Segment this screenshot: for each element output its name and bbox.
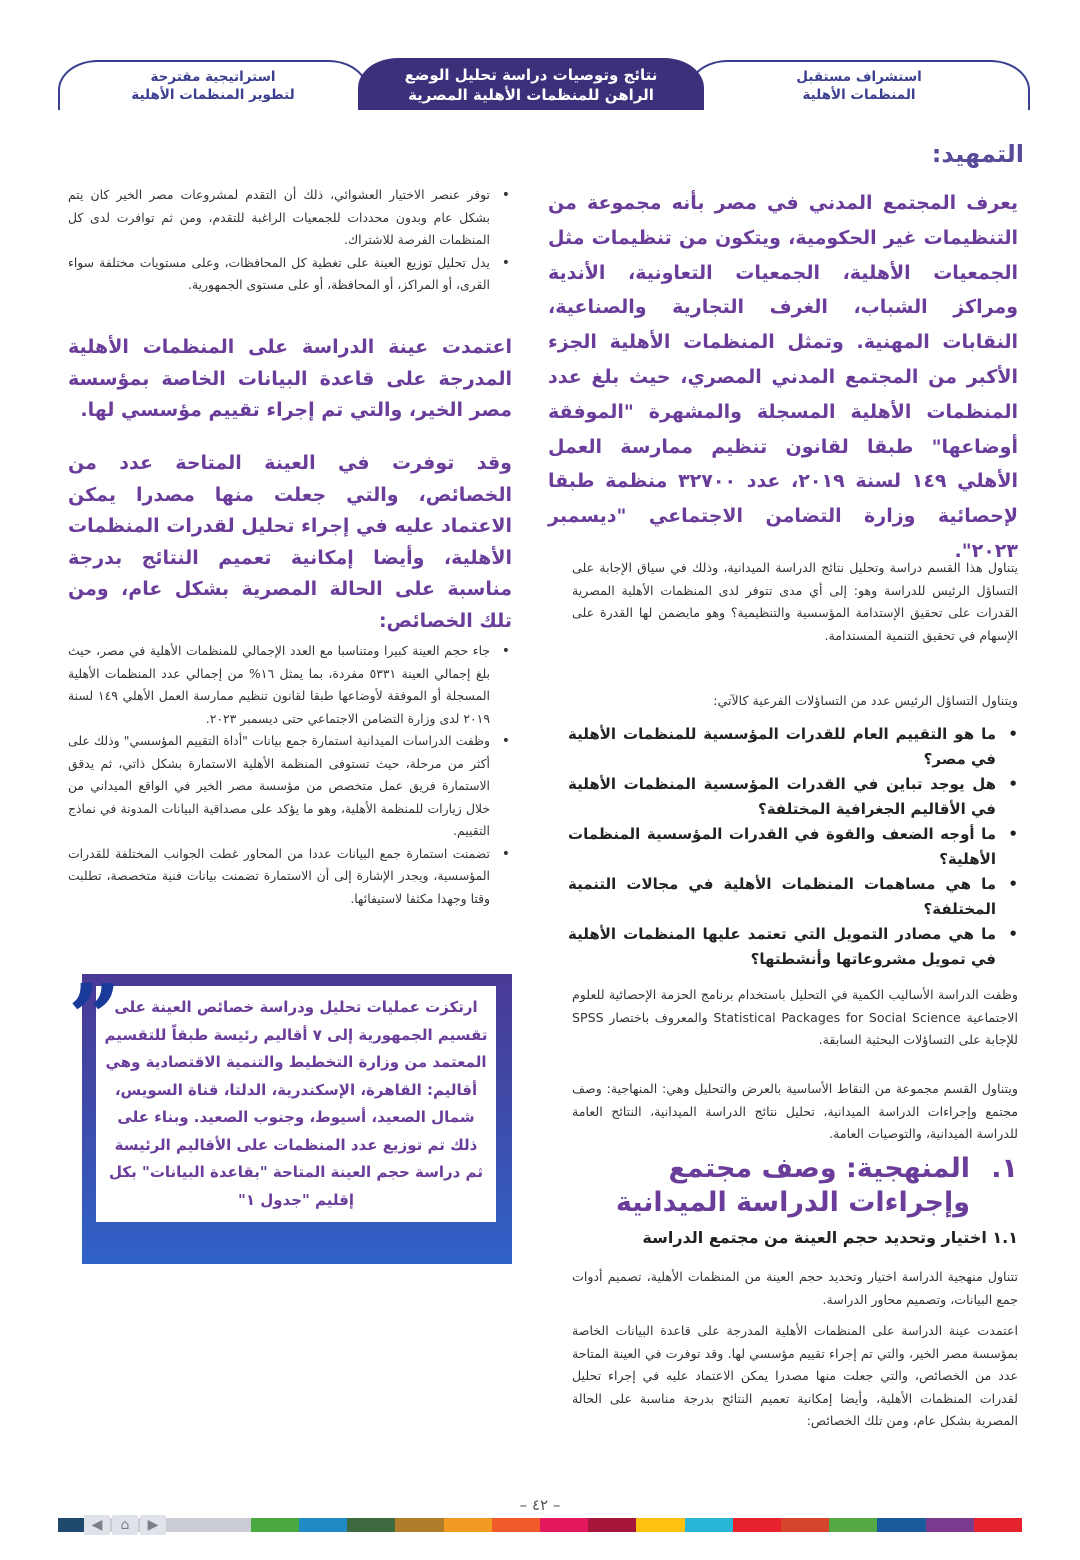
footer-color-segment <box>685 1518 733 1532</box>
highlight-sample-features: وقد توفرت في العينة المتاحة عدد من الخصائص، والتي جعلت منها مصدرا يمكن الاعتماد عليه في إجراء تحليل لقدرات المنظمات الأهلية، وأيضا إمكانية تعميم النتائج بدرجة مناسبة على الحالة المصرية بشكل عام، ومن تلك الخصائص: <box>68 452 512 632</box>
page-number: – ٤٢ – <box>519 1496 561 1514</box>
footer-color-segment <box>636 1518 684 1532</box>
body-paragraph-subquestions-intro: ويتناول التساؤل الرئيس عدد من التساؤلات الفرعية كالآتي: <box>713 693 1018 708</box>
callout-inner <box>96 986 496 1222</box>
footer-color-segment <box>781 1518 829 1532</box>
footer-color-segment <box>829 1518 877 1532</box>
list-item: • ما هي مصادر التمويل التي تعتمد عليها المنظمات الأهلية في تمويل مشروعاتها وأنشطتها؟ <box>568 922 1018 972</box>
highlight-sample-source: اعتمدت عينة الدراسة على المنظمات الأهلية المدرجة على قاعدة البيانات الخاصة بمؤسسة مصر الخير، والتي تم إجراء تقييم مؤسسي لها. <box>68 336 512 421</box>
sub-questions-list <box>568 722 1018 972</box>
prev-page-button[interactable]: ◀ <box>84 1515 110 1535</box>
tab-future-outlook[interactable] <box>688 60 1030 110</box>
sample-features-list-top <box>68 184 512 297</box>
footer-color-segment <box>733 1518 781 1532</box>
list-item: • توفر عنصر الاختيار العشوائي، ذلك أن التقدم لمشروعات مصر الخير كان يتم بشكل عام وبدون محددات للجمعيات الراغبة للتقدم، ومن ثم توافرت لدى كل المنظمات الفرصة للاشتراك. <box>68 184 512 252</box>
tab-future-outlook-line2: المنظمات الأهلية <box>802 87 916 103</box>
list-item: • ما هو التقييم العام للقدرات المؤسسية للمنظمات الأهلية في مصر؟ <box>568 722 1018 772</box>
tab-results-line1: نتائج وتوصيات دراسة تحليل الوضع <box>404 66 658 84</box>
list-item: • ما أوجه الضعف والقوة في القدرات المؤسسية المنظمات الأهلية؟ <box>568 822 1018 872</box>
tab-strategy-line1: استراتيجية مقترحة <box>150 69 276 85</box>
list-item: • وظفت الدراسات الميدانية استمارة جمع بيانات "أداة التقييم المؤسسي" وذلك على أكثر من مرحلة، حيث تستوفى المنظمة الأهلية الاستمارة بشكل ذاتي، ثم يدقق الاستمارة فريق عمل متخصص من مؤسسة مصر الخير في الواقع الميداني من خلال زيارات للمنظمة الأهلية، وهو ما يؤكد على مصداقية البيانات المدونة في نماذج التقييم. <box>68 730 512 843</box>
footer-color-segment <box>203 1518 251 1532</box>
footer-color-segment <box>588 1518 636 1532</box>
tab-results-recommendations[interactable] <box>358 58 704 110</box>
footer-color-bar <box>58 1518 1022 1532</box>
footer-color-segment <box>299 1518 347 1532</box>
list-item: • هل يوجد تباين في القدرات المؤسسية المنظمات الأهلية في الأقاليم الجغرافية المختلفة؟ <box>568 772 1018 822</box>
body-paragraph-sample-source: اعتمدت عينة الدراسة على المنظمات الأهلية المدرجة على قاعدة البيانات الخاصة بمؤسسة مصر الخير، والتي تم إجراء تقييم مؤسسي لها. وقد توفرت في العينة المتاحة عدد من الخصائص، والتي جعلت منها مصدرا يمكن الاعتماد عليه في إجراء تحليل لقدرات المنظمات الأهلية، وأيضا إمكانية تعميم النتائج بدرجة مناسبة على الحالة المصرية بشكل عام، ومن تلك الخصائص: <box>572 1323 1018 1428</box>
body-paragraph-scope: يتناول هذا القسم دراسة وتحليل نتائج الدراسة الميدانية، وذلك في سياق الإجابة على التساؤل الرئيس للدراسة وهو: إلى أي مدى تتوفر لدى المنظمات الأهلية المصرية القدرات على تحقيق الإستدامة المؤسسية والتنظيمية؟ وهو مايضمن لها القدرة على الإسهام في تحقيق التنمية المستدامة. <box>572 560 1018 643</box>
tab-future-outlook-line1: استشراف مستقبل <box>796 69 922 85</box>
tab-strategy[interactable] <box>58 60 368 110</box>
methodology-heading-number: ١. <box>991 1153 1018 1184</box>
footer-color-segment <box>926 1518 974 1532</box>
page-navigation <box>84 1515 166 1535</box>
footer-color-segment <box>347 1518 395 1532</box>
body-paragraph-methods: وظفت الدراسة الأساليب الكمية في التحليل باستخدام برنامج الحزمة الإحصائية للعلوم الاجتماعية Statistical Packages for Social Science والمعروف باختصار SPSS للإجابة على التساؤلات البحثية السابقة. <box>572 987 1018 1047</box>
footer-color-segment <box>974 1518 1022 1532</box>
footer-color-segment <box>877 1518 925 1532</box>
list-item: • يدل تحليل توزيع العينة على تغطية كل المحافظات، وعلى مستويات مختلفة سواء القرى، أو المراكز، أو المحافظة، أو على مستوى الجمهورية. <box>68 252 512 297</box>
methodology-heading-text: المنهجية: وصف مجتمع وإجراءات الدراسة الميدانية <box>615 1153 970 1218</box>
callout-text: ارتكزت عمليات تحليل ودراسة خصائص العينة على تقسيم الجمهورية إلى ٧ أقاليم رئيسة طبقاً للتقسيم المعتمد من وزارة التخطيط والتنمية الاقتصادية وهي أقاليم: القاهرة، الإسكندرية، الدلتا، قناة السويس، شمال الصعيد، أسيوط، وجنوب الصعيد. وبناء على ذلك تم توزيع عدد المنظمات على الأقاليم الرئيسة ثم دراسة حجم العينة المتاحة "بقاعدة البيانات" بكل إقليم "جدول ١" <box>104 998 488 1209</box>
tab-results-line2: الراهن للمنظمات الأهلية المصرية <box>408 86 654 104</box>
tab-strategy-line2: لتطوير المنظمات الأهلية <box>131 87 295 103</box>
footer-color-segment <box>444 1518 492 1532</box>
sample-features-list-bottom <box>68 640 512 910</box>
header-tabs <box>58 58 1030 110</box>
footer-color-segment <box>251 1518 299 1532</box>
list-item: • تضمنت استمارة جمع البيانات عددا من المحاور غطت الجوانب المختلفة للقدرات المؤسسية، ويجدر الإشارة إلى أن الاستمارة تضمنت بيانات فنية متخصصة، تطلبت وقتا وجهدا مكثفا لاستيفائها. <box>68 843 512 911</box>
next-page-button[interactable]: ▶ <box>140 1515 166 1535</box>
callout-box <box>68 964 512 1264</box>
home-button[interactable]: ⌂ <box>112 1515 138 1535</box>
quote-mark-icon: ” <box>68 964 121 1072</box>
sub-heading-sample: ١.١ اختيار وتحديد حجم العينة من مجتمع الدراسة <box>642 1228 1018 1247</box>
list-item: • جاء حجم العينة كبيرا ومتناسبا مع العدد الإجمالي للمنظمات الأهلية في مصر، حيث بلغ إجمالي العينة ٥٣٣١ مفردة، بما يمثل ١٦% من إجمالي عدد المنظمات الأهلية المسجلة أو الموفقة لأوضاعها طبقا لقانون تنظيم ممارسة العمل الأهلي ١٤٩ لسنة ٢٠١٩ لدى وزارة التضامن الاجتماعي حتى ديسمبر ٢٠٢٣. <box>68 640 512 730</box>
body-paragraph-sections: ويتناول القسم مجموعة من النقاط الأساسية بالعرض والتحليل وهي: المنهاجية: وصف مجتمع وإجراءات الدراسة الميدانية، تحليل نتائج الدراسة الميدانية، النتائج العامة للدراسة الميدانية، والتوصيات العامة. <box>572 1081 1018 1141</box>
section-heading-introduction: التمهيد: <box>931 140 1024 168</box>
footer-color-segment <box>492 1518 540 1532</box>
footer-color-segment <box>395 1518 443 1532</box>
intro-paragraph: يعرف المجتمع المدني في مصر بأنه مجموعة من التنظيمات غير الحكومية، ويتكون من تنظيمات مثل الجمعيات الأهلية، الجمعيات التعاونية، الأندية ومراكز الشباب، الغرف التجارية والصناعية، النقابات المهنية. وتمثل المنظمات الأهلية الجزء الأكبر من المجتمع المدني المصري، حيث بلغ عدد المنظمات الأهلية المسجلة والمشهرة "الموفقة أوضاعها" طبقا لقانون تنظيم ممارسة العمل الأهلي ١٤٩ لسنة ٢٠١٩، عدد ٣٢٧٠٠ منظمة طبقا لإحصائية وزارة التضامن الاجتماعي "ديسمبر ٢٠٢٣". <box>548 192 1018 562</box>
methodology-heading <box>568 1152 1018 1220</box>
list-item: • ما هي مساهمات المنظمات الأهلية في مجالات التنمية المختلفة؟ <box>568 872 1018 922</box>
footer-color-segment <box>540 1518 588 1532</box>
body-paragraph-sample-design: تتناول منهجية الدراسة اختيار وتحديد حجم العينة من المنظمات الأهلية، تصميم أدوات جمع البيانات، وتصميم محاور الدراسة. <box>572 1269 1018 1307</box>
